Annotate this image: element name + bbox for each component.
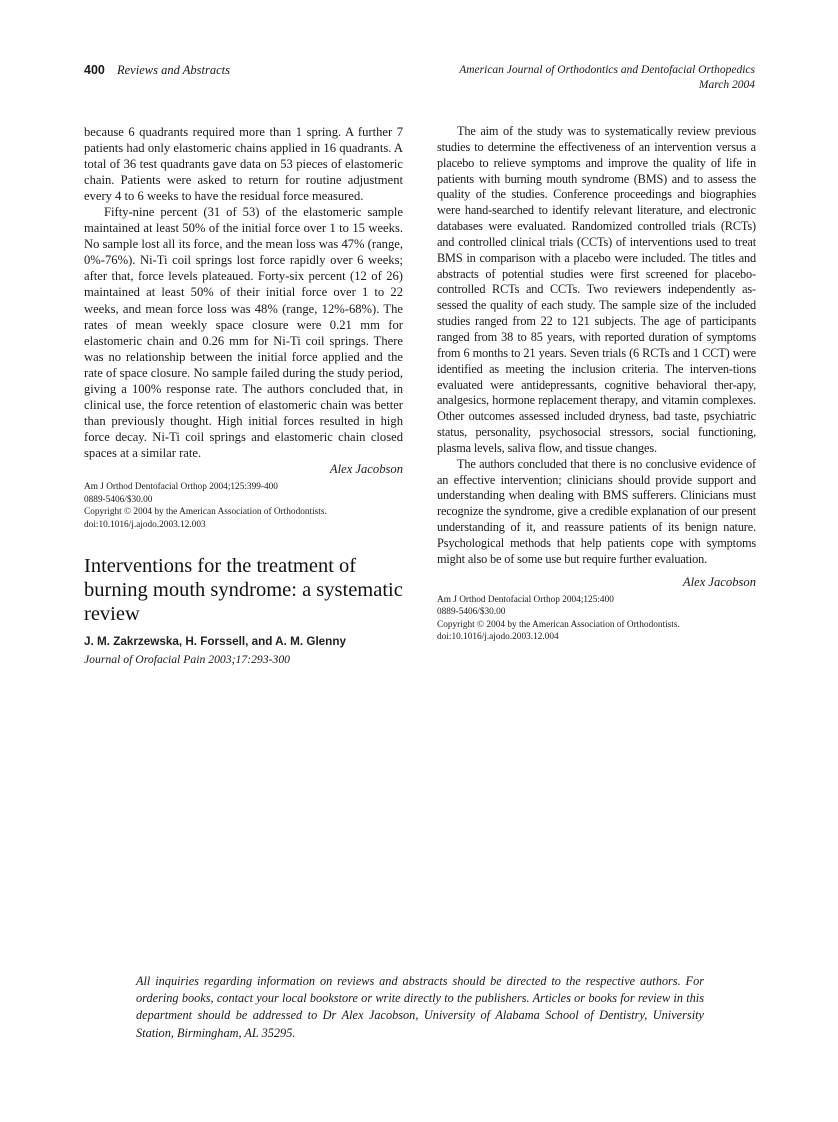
- left-column: [84, 124, 403, 668]
- body-paragraph: because 6 quadrants required more than 1 spring. A further 7 patients had only elastomeric chains applied in 16 quadrants. A total of 36 test quadrants gave data on 53 pieces of elastomeric chain. Patients were asked to return for routine adjustment every 4 to 6 weeks to have the residual force measured.: [84, 125, 403, 204]
- issue-date: March 2004: [698, 78, 755, 91]
- citation-doi[interactable]: doi:10.1016/j.ajodo.2003.12.004: [437, 632, 559, 643]
- article-authors: J. M. Zakrzewska, H. Forssell, and A. M. Glenny: [84, 635, 346, 649]
- citation-reference: Am J Orthod Dentofacial Orthop 2004;125:399-400: [84, 481, 278, 492]
- body-paragraph: Fifty-nine percent (31 of 53) of the elastomeric sample maintained at least 50% of the initial force over 1 to 15 weeks. No sample lost all its force, and the mean loss was 47% (range, 0%-76%). Ni-Ti coil springs lost force rapidly over 6 weeks; after that, force levels plateaued. Forty-six percent (12 of 26) maintained at least 50% of their initial force over 1 to 22 weeks, and mean force loss was 48% (range, 12%-68%). The rates of mean weekly space closure were 0.21 mm for elastomeric chain and 0.26 mm for Ni-Ti coil springs. There was no relationship between the initial force applied and the rate of space closure. No sample failed during the study period, giving a 100% response rate. The authors concluded that, in clinical use, the force retention of elastomeric chain was better than previously thought. High initial forces resulted in high force decay. Ni-Ti coil springs and elastomeric chain closed spaces at a similar rate.: [84, 205, 403, 460]
- reviewer-signature: Alex Jacobson: [682, 574, 756, 589]
- citation-block: [84, 481, 403, 531]
- citation-copyright: Copyright © 2004 by the American Association of Orthodontists.: [437, 619, 680, 630]
- footer-note: All inquiries regarding information on reviews and abstracts should be directed to the respective authors. For ordering books, contact your local bookstore or write directly to the publishers. Articles or books for review in this department should be addressed to Dr Alex Jacobson, University of Alabama School of Dentistry, University Station, Birmingham, AL 35295.: [136, 974, 704, 1040]
- article-title: Interventions for the treatment of burning mouth syndrome: a systematic review: [84, 555, 403, 626]
- running-header: [459, 63, 755, 92]
- citation-issn: 0889-5406/$30.00: [84, 494, 153, 505]
- citation-doi[interactable]: doi:10.1016/j.ajodo.2003.12.003: [84, 519, 206, 530]
- citation-copyright: Copyright © 2004 by the American Association of Orthodontists.: [84, 507, 327, 518]
- citation-block: [437, 594, 756, 644]
- section-title: Reviews and Abstracts: [117, 63, 230, 77]
- page-number: 400: [84, 63, 105, 77]
- journal-name: American Journal of Orthodontics and Dentofacial Orthopedics: [459, 64, 755, 76]
- citation-issn: 0889-5406/$30.00: [437, 607, 506, 618]
- reviewer-signature: Alex Jacobson: [329, 461, 403, 476]
- article-source: Journal of Orofacial Pain 2003;17:293-300: [84, 653, 291, 667]
- citation-reference: Am J Orthod Dentofacial Orthop 2004;125:400: [437, 594, 614, 605]
- body-paragraph: The aim of the study was to systematically review previous studies to determine the effectiveness of an intervention versus a placebo to relieve symptoms and improve the quality of life in patients with burning mouth syndrome (BMS) and to assess the quality of the studies. Conference proceedings and biographies were hand-searched to identify relevant literature, and electronic databases were evaluated. Randomized controlled trials (RCTs) and controlled clinical trials (CCTs) of interventions used to treat BMS in comparison with a placebo were included. The titles and abstracts of potential studies were first screened for placebo-controlled RCTs and CCTs. Two reviewers independently as-sessed the quality of each study. The sample size of the included studies ranged from 22 to 121 subjects. The age of participants ranged from 38 to 85 years, with reported duration of symptoms from 6 months to 21 years. Seven trials (6 RCTs and 1 CCT) were identified as meeting the inclusion criteria. The interven-tions evaluated were antidepressants, cognitive behavioral ther-apy, analgesics, hormone replacement therapy, and vitamin complexes. Other outcomes assessed included dryness, bad taste, psychiatric status, personality, psychosocial stressors, social functioning, plasma levels, saliva flow, and tissue changes.: [437, 124, 756, 455]
- right-column: [437, 124, 756, 644]
- body-paragraph: The authors concluded that there is no conclusive evidence of an effective intervention; clinicians should provide support and understanding when dealing with BMS sufferers. Clinicians must recognize the syndrome, give a credible explanation of our present understanding of it, and reassure patients of its benign nature. Psychological methods that help patients cope with symptoms might also be of some use but require further evaluation.: [437, 456, 756, 566]
